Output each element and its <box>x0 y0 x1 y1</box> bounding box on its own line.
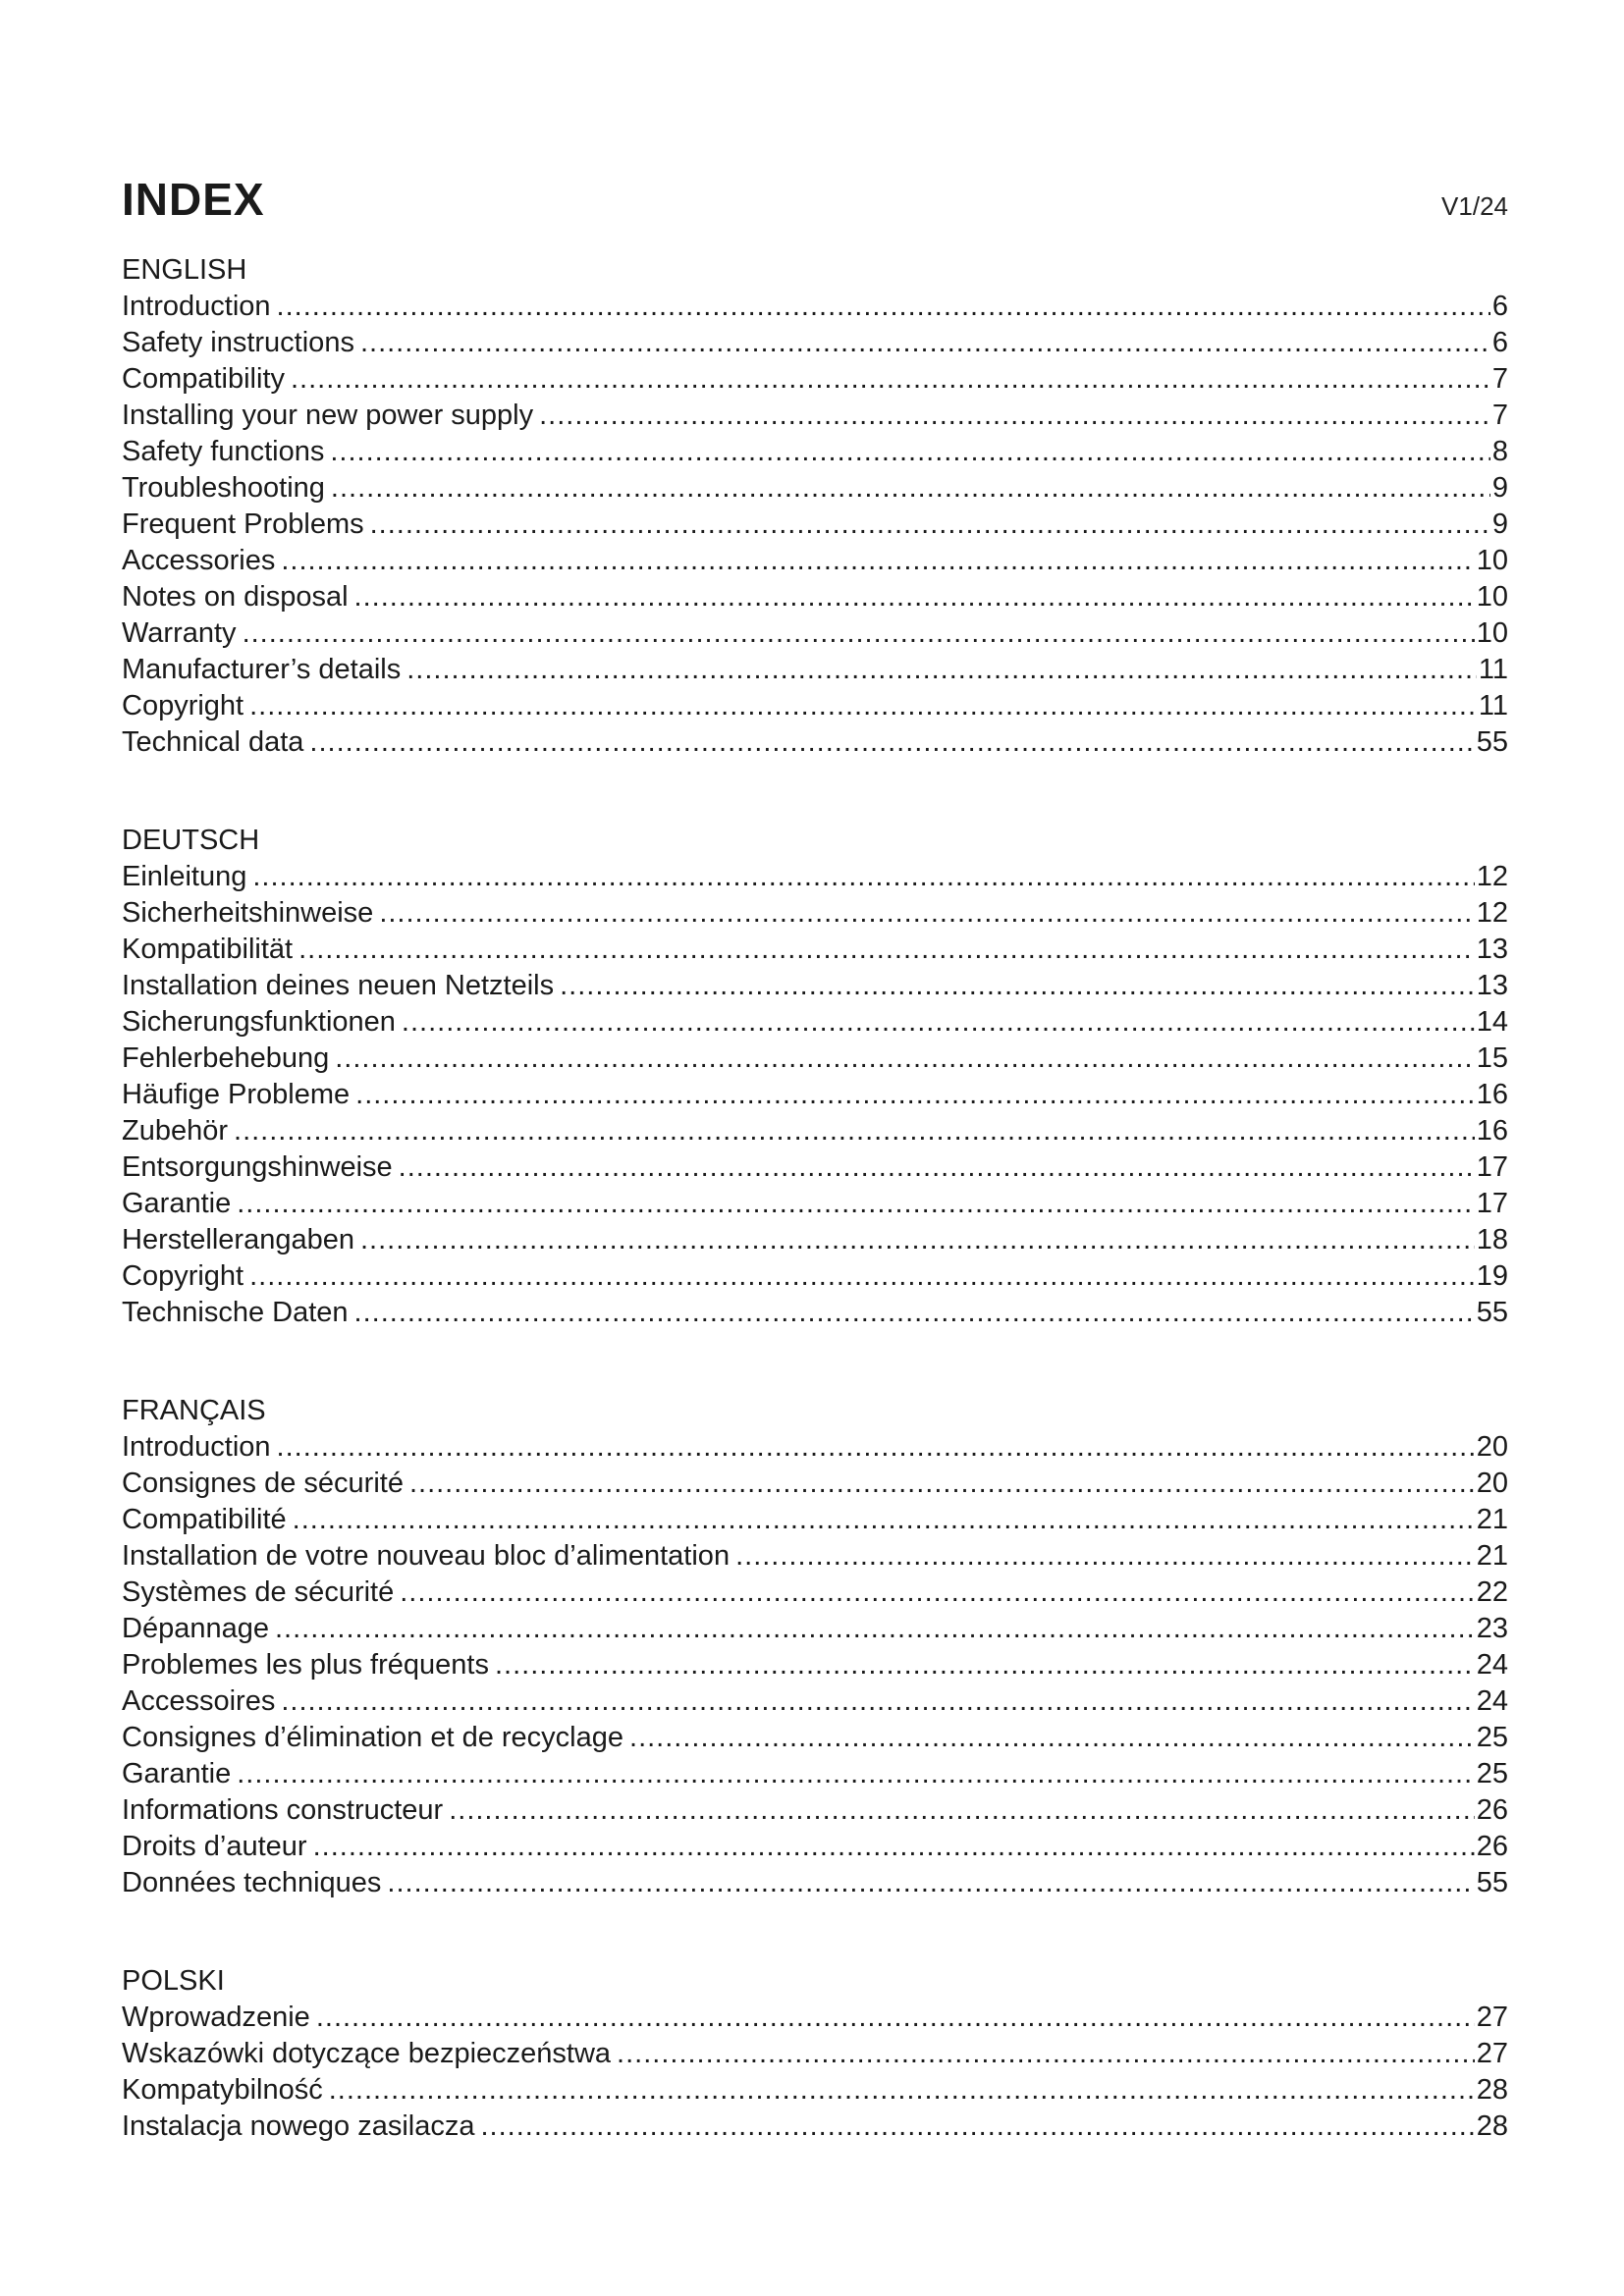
toc-entry-label: Wprowadzenie <box>122 2002 310 2033</box>
toc-entry-page-number: 16 <box>1476 1115 1508 1147</box>
toc-entry-page-number: 6 <box>1491 291 1508 322</box>
dot-leader <box>291 361 1490 398</box>
dot-leader <box>387 1865 1474 1901</box>
toc-entry[interactable] <box>122 652 1508 688</box>
version-label: V1/24 <box>1441 191 1508 221</box>
dot-leader <box>409 1466 1475 1502</box>
toc-entry[interactable] <box>122 615 1508 652</box>
toc-entry-page-number: 13 <box>1476 934 1508 965</box>
toc-entry-page-number: 7 <box>1491 363 1508 395</box>
toc-entry-page-number: 23 <box>1476 1613 1508 1644</box>
section-title: FRANÇAIS <box>122 1395 266 1426</box>
toc-entry[interactable] <box>122 1647 1508 1683</box>
toc-entry[interactable] <box>122 1538 1508 1575</box>
dot-leader <box>360 325 1490 361</box>
dot-leader <box>249 688 1477 724</box>
toc-entry-page-number: 27 <box>1476 2038 1508 2069</box>
dot-leader <box>495 1647 1475 1683</box>
toc-entry[interactable] <box>122 1186 1508 1222</box>
toc-entry[interactable] <box>122 1222 1508 1258</box>
toc-entry[interactable] <box>122 932 1508 968</box>
dot-leader <box>354 1295 1475 1331</box>
dot-leader <box>243 615 1475 652</box>
toc-entry[interactable] <box>122 1149 1508 1186</box>
toc-entry-label: Zubehör <box>122 1115 229 1147</box>
index-header <box>122 173 1508 251</box>
page-title: INDEX <box>122 174 265 225</box>
dot-leader <box>480 2109 1474 2145</box>
toc-entry[interactable] <box>122 895 1508 932</box>
toc-entry-page-number: 24 <box>1476 1649 1508 1681</box>
dot-leader <box>360 1222 1475 1258</box>
toc-entry-label: Safety functions <box>122 436 325 467</box>
toc-entry-label: Technical data <box>122 726 304 758</box>
toc-entry-label: Installing your new power supply <box>122 400 534 431</box>
toc-entry-page-number: 25 <box>1476 1722 1508 1753</box>
dot-leader <box>735 1538 1475 1575</box>
dot-leader <box>354 579 1475 615</box>
dot-leader <box>309 724 1474 761</box>
toc-entry-label: Installation deines neuen Netzteils <box>122 970 555 1001</box>
toc-entry[interactable] <box>122 859 1508 895</box>
toc-entry[interactable] <box>122 398 1508 434</box>
dot-leader <box>449 1792 1475 1829</box>
toc-entry-page-number: 16 <box>1476 1079 1508 1110</box>
toc-entry-label: Copyright <box>122 1260 244 1292</box>
toc-entry-page-number: 6 <box>1491 327 1508 358</box>
dot-leader <box>234 1113 1475 1149</box>
toc-entry[interactable] <box>122 688 1508 724</box>
toc-entry-label: Installation de votre nouveau bloc d’alimentation <box>122 1540 731 1572</box>
dot-leader <box>539 398 1490 434</box>
toc-entry-page-number: 12 <box>1476 861 1508 892</box>
dot-leader <box>237 1756 1475 1792</box>
toc-entry-page-number: 14 <box>1476 1006 1508 1038</box>
toc-entry[interactable] <box>122 2000 1508 2036</box>
toc-section-deutsch <box>122 822 1508 1331</box>
dot-leader <box>355 1077 1475 1113</box>
toc-entry[interactable] <box>122 2072 1508 2109</box>
toc-entry[interactable] <box>122 470 1508 507</box>
dot-leader <box>329 2072 1475 2109</box>
toc-entry[interactable] <box>122 968 1508 1004</box>
dot-leader <box>249 1258 1475 1295</box>
toc-entry-label: Kompatybilność <box>122 2074 323 2106</box>
toc-entry[interactable] <box>122 1295 1508 1331</box>
toc-entry[interactable] <box>122 1611 1508 1647</box>
toc-entry-label: Fehlerbehebung <box>122 1042 330 1074</box>
toc-entry-page-number: 10 <box>1476 581 1508 613</box>
toc-entry-page-number: 55 <box>1476 726 1508 758</box>
toc-entry[interactable] <box>122 1466 1508 1502</box>
dot-leader <box>277 1429 1475 1466</box>
toc-section-polski <box>122 1962 1508 2145</box>
toc-entry-page-number: 26 <box>1476 1831 1508 1862</box>
toc-entry-label: Entsorgungshinweise <box>122 1151 393 1183</box>
dot-leader <box>331 470 1490 507</box>
section-title: ENGLISH <box>122 254 247 286</box>
toc-entry-label: Consignes de sécurité <box>122 1468 404 1499</box>
toc-entry-page-number: 22 <box>1476 1576 1508 1608</box>
section-title: POLSKI <box>122 1965 225 1997</box>
toc-entry-label: Garantie <box>122 1188 232 1219</box>
toc-entry-page-number: 27 <box>1476 2002 1508 2033</box>
toc-entry[interactable] <box>122 1683 1508 1720</box>
toc-entry[interactable] <box>122 1720 1508 1756</box>
dot-leader <box>277 289 1490 325</box>
toc-entry-page-number: 17 <box>1476 1151 1508 1183</box>
toc-entry-label: Instalacja nowego zasilacza <box>122 2110 475 2142</box>
toc-entry-label: Sicherheitshinweise <box>122 897 374 929</box>
toc-entry-page-number: 55 <box>1476 1867 1508 1898</box>
toc-entry-label: Sicherungsfunktionen <box>122 1006 396 1038</box>
dot-leader <box>370 507 1490 543</box>
dot-leader <box>252 859 1474 895</box>
toc-entry-page-number: 13 <box>1476 970 1508 1001</box>
dot-leader <box>237 1186 1475 1222</box>
toc-entry[interactable] <box>122 1004 1508 1041</box>
toc-sections <box>122 251 1508 2145</box>
toc-entry-label: Frequent Problems <box>122 508 364 540</box>
dot-leader <box>313 1829 1475 1865</box>
toc-entry-label: Introduction <box>122 291 271 322</box>
toc-entry[interactable] <box>122 1575 1508 1611</box>
toc-entry-label: Introduction <box>122 1431 271 1463</box>
toc-entry[interactable] <box>122 2109 1508 2145</box>
toc-entry-label: Droits d’auteur <box>122 1831 307 1862</box>
toc-entry-label: Wskazówki dotyczące bezpieczeństwa <box>122 2038 612 2069</box>
toc-entry-label: Informations constructeur <box>122 1794 444 1826</box>
toc-entry[interactable] <box>122 2036 1508 2072</box>
dot-leader <box>560 968 1475 1004</box>
toc-entry[interactable] <box>122 579 1508 615</box>
dot-leader <box>402 1004 1475 1041</box>
toc-entry-page-number: 9 <box>1491 508 1508 540</box>
dot-leader <box>298 932 1475 968</box>
toc-entry-label: Accessories <box>122 545 276 576</box>
toc-entry-label: Häufige Probleme <box>122 1079 351 1110</box>
toc-entry-page-number: 28 <box>1476 2074 1508 2106</box>
toc-entry-page-number: 24 <box>1476 1685 1508 1717</box>
toc-entry-label: Garantie <box>122 1758 232 1789</box>
section-title: DEUTSCH <box>122 825 260 856</box>
dot-leader <box>275 1611 1475 1647</box>
toc-entry[interactable] <box>122 289 1508 325</box>
toc-entry-page-number: 26 <box>1476 1794 1508 1826</box>
toc-section-english <box>122 251 1508 761</box>
dot-leader <box>281 1683 1474 1720</box>
toc-entry-page-number: 17 <box>1476 1188 1508 1219</box>
toc-entry[interactable] <box>122 1829 1508 1865</box>
toc-entry[interactable] <box>122 543 1508 579</box>
toc-entry[interactable] <box>122 724 1508 761</box>
toc-entry-page-number: 20 <box>1476 1431 1508 1463</box>
toc-entry-page-number: 11 <box>1478 690 1508 721</box>
toc-entry-label: Systèmes de sécurité <box>122 1576 395 1608</box>
toc-entry-page-number: 28 <box>1476 2110 1508 2142</box>
toc-entry-label: Troubleshooting <box>122 472 325 504</box>
toc-entry-label: Warranty <box>122 617 237 649</box>
toc-entry-page-number: 21 <box>1476 1504 1508 1535</box>
toc-entry-page-number: 9 <box>1491 472 1508 504</box>
dot-leader <box>399 1149 1475 1186</box>
toc-entry-page-number: 15 <box>1476 1042 1508 1074</box>
toc-entry-label: Einleitung <box>122 861 247 892</box>
toc-entry[interactable] <box>122 434 1508 470</box>
toc-entry-label: Compatibilité <box>122 1504 287 1535</box>
toc-entry-label: Safety instructions <box>122 327 354 358</box>
toc-entry-page-number: 7 <box>1491 400 1508 431</box>
toc-entry-page-number: 20 <box>1476 1468 1508 1499</box>
dot-leader <box>330 434 1490 470</box>
toc-entry[interactable] <box>122 1502 1508 1538</box>
dot-leader <box>406 652 1477 688</box>
toc-entry-page-number: 10 <box>1476 617 1508 649</box>
toc-entry[interactable] <box>122 1258 1508 1295</box>
toc-entry-page-number: 18 <box>1476 1224 1508 1255</box>
toc-entry-page-number: 10 <box>1476 545 1508 576</box>
toc-entry-label: Consignes d’élimination et de recyclage <box>122 1722 624 1753</box>
toc-entry-label: Compatibility <box>122 363 285 395</box>
toc-entry-page-number: 25 <box>1476 1758 1508 1789</box>
toc-entry-page-number: 11 <box>1478 654 1508 685</box>
toc-entry[interactable] <box>122 361 1508 398</box>
toc-entry-page-number: 55 <box>1476 1297 1508 1328</box>
toc-entry-page-number: 19 <box>1476 1260 1508 1292</box>
toc-entry-label: Manufacturer’s details <box>122 654 402 685</box>
toc-entry-label: Accessoires <box>122 1685 276 1717</box>
toc-entry-label: Données techniques <box>122 1867 382 1898</box>
toc-entry[interactable] <box>122 1756 1508 1792</box>
dot-leader <box>379 895 1474 932</box>
toc-entry[interactable] <box>122 1041 1508 1077</box>
toc-entry[interactable] <box>122 1429 1508 1466</box>
toc-section-francais <box>122 1392 1508 1901</box>
dot-leader <box>335 1041 1475 1077</box>
toc-entry[interactable] <box>122 507 1508 543</box>
toc-entry-page-number: 8 <box>1491 436 1508 467</box>
toc-entry-label: Dépannage <box>122 1613 269 1644</box>
toc-entry-page-number: 12 <box>1476 897 1508 929</box>
dot-leader <box>400 1575 1475 1611</box>
toc-entry-label: Problemes les plus fréquents <box>122 1649 489 1681</box>
dot-leader <box>293 1502 1475 1538</box>
toc-entry-label: Copyright <box>122 690 244 721</box>
toc-entry[interactable] <box>122 325 1508 361</box>
dot-leader <box>281 543 1474 579</box>
dot-leader <box>316 2000 1475 2036</box>
toc-entry[interactable] <box>122 1077 1508 1113</box>
toc-entry[interactable] <box>122 1865 1508 1901</box>
toc-entry-label: Kompatibilität <box>122 934 294 965</box>
toc-entry[interactable] <box>122 1113 1508 1149</box>
index-page <box>122 173 1508 2145</box>
toc-entry-page-number: 21 <box>1476 1540 1508 1572</box>
toc-entry-label: Herstellerangaben <box>122 1224 354 1255</box>
dot-leader <box>617 2036 1475 2072</box>
dot-leader <box>629 1720 1475 1756</box>
toc-entry-label: Notes on disposal <box>122 581 349 613</box>
toc-entry-label: Technische Daten <box>122 1297 349 1328</box>
toc-entry[interactable] <box>122 1792 1508 1829</box>
